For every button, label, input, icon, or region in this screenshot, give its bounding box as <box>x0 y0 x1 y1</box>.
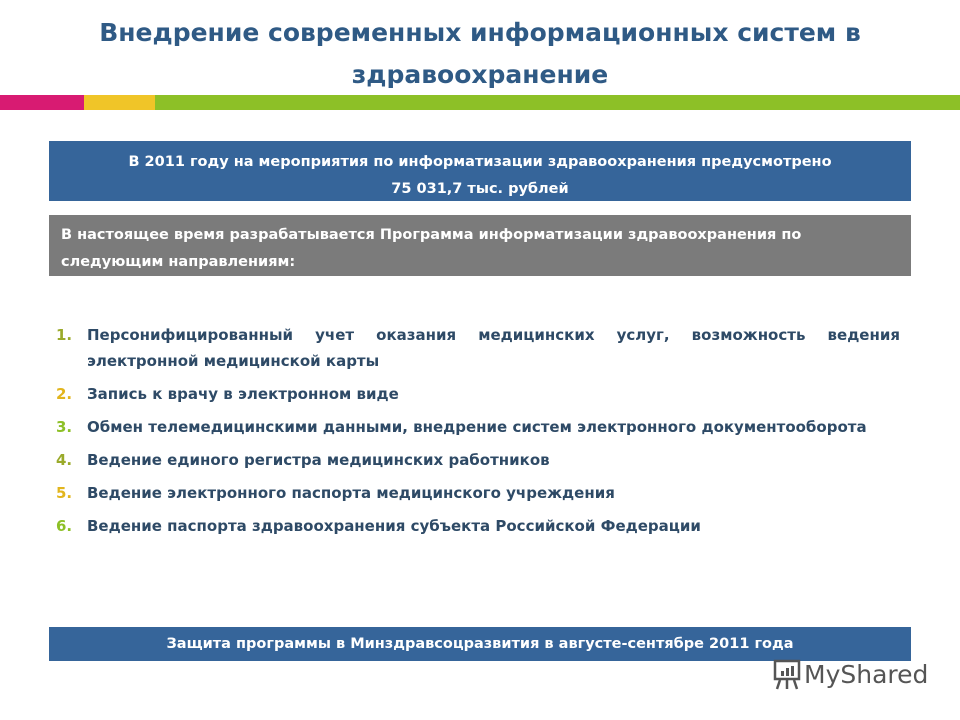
funding-line1: В 2011 году на мероприятия по информатизации здравоохранения предусмотрено <box>128 154 832 170</box>
list-item <box>56 322 900 374</box>
item-number: 2. <box>56 385 73 403</box>
program-text: В настоящее время разрабатывается Программа информатизации здравоохранения по следующим направлениям: <box>61 227 802 270</box>
list-item <box>56 513 900 539</box>
directions-list <box>56 322 900 546</box>
item-number: 1. <box>56 326 73 344</box>
item-text: Ведение паспорта здравоохранения субъекта Российской Федерации <box>87 517 701 535</box>
list-item <box>56 381 900 407</box>
funding-box <box>49 141 911 201</box>
defense-box <box>49 627 911 661</box>
item-number: 4. <box>56 451 73 469</box>
program-box <box>49 215 911 276</box>
item-number: 3. <box>56 418 73 436</box>
defense-text: Защита программы в Минздравсоцразвития в августе-сентябре 2011 года <box>166 636 794 652</box>
item-text: Обмен телемедицинскими данными, внедрение систем электронного документооборота <box>87 418 867 436</box>
stripe-green <box>155 95 960 110</box>
list-item <box>56 447 900 473</box>
item-text: Персонифицированный учет оказания медицинских услуг, возможность ведения электронной медицинской карты <box>87 326 900 370</box>
item-text: Ведение электронного паспорта медицинского учреждения <box>87 484 615 502</box>
watermark-logo <box>770 657 928 691</box>
item-text: Запись к врачу в электронном виде <box>87 385 399 403</box>
item-number: 6. <box>56 517 73 535</box>
item-text: Ведение единого регистра медицинских работников <box>87 451 550 469</box>
slide-title: Внедрение современных информационных систем в здравоохранение <box>99 18 861 89</box>
list-item <box>56 414 900 440</box>
list-item <box>56 480 900 506</box>
stripe-pink <box>0 95 84 110</box>
presentation-board-icon <box>770 657 804 691</box>
item-number: 5. <box>56 484 73 502</box>
watermark-text: MyShared <box>804 659 929 689</box>
stripe-yellow <box>84 95 155 110</box>
funding-line2: 75 031,7 тыс. рублей <box>391 181 569 197</box>
